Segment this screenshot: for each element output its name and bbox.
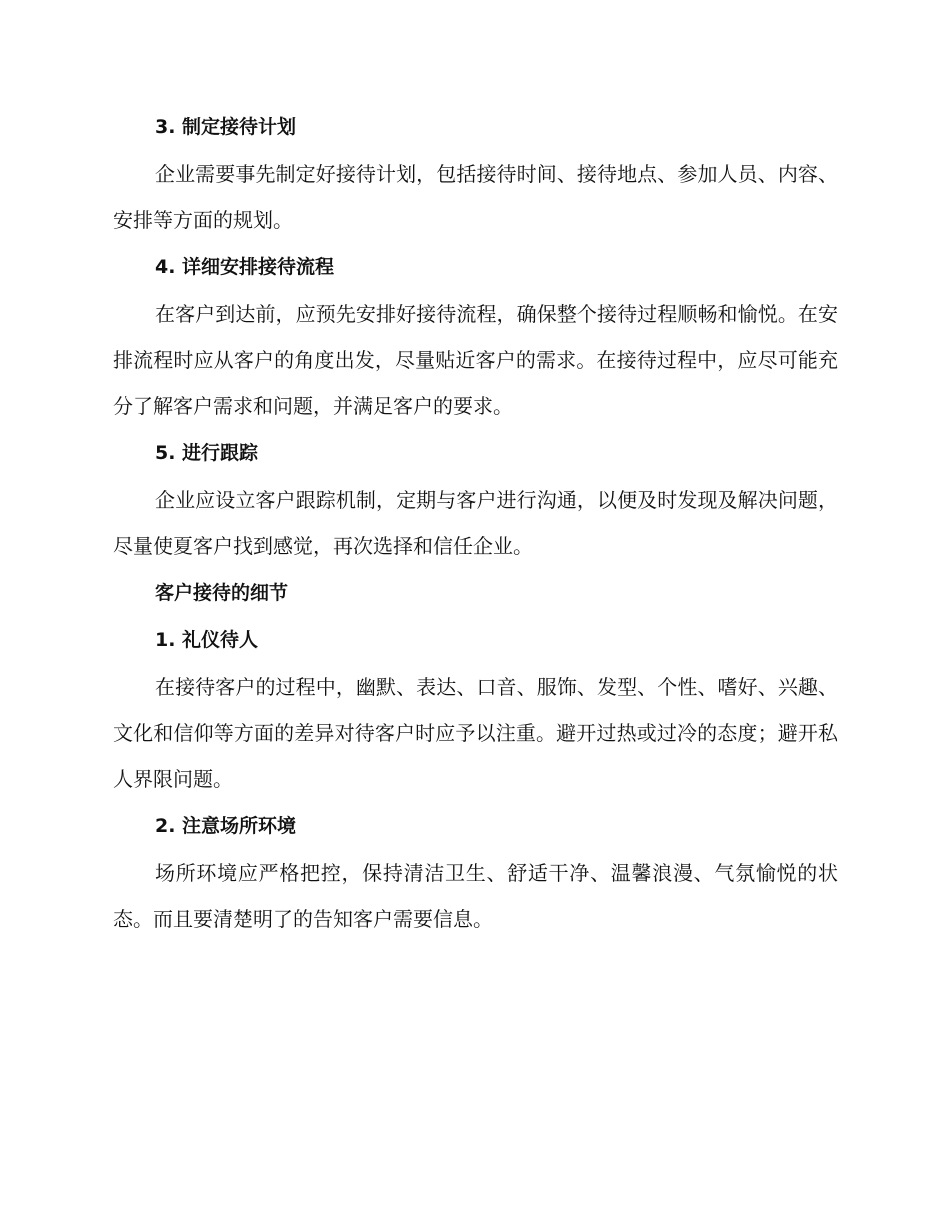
section-heading-environment: 2. 注意场所环境 [155,815,297,837]
paragraph-process: 在客户到达前，应预先安排好接待流程，确保整个接待过程顺畅和愉悦。在安排流程时应从客户的角度出发，尽量贴近客户的需求。在接待过程中，应尽可能充分了解客户需求和问题，并满足客户的要求。 [113,302,838,418]
section-heading-details: 客户接待的细节 [155,582,289,604]
document-body [113,110,838,949]
section-heading-plan: 3. 制定接待计划 [155,116,297,138]
paragraph-etiquette: 在接待客户的过程中，幽默、表达、口音、服饰、发型、个性、嗜好、兴趣、文化和信仰等方面的差异对待客户时应予以注重。避开过热或过冷的态度；避开私人界限问题。 [113,675,838,791]
paragraph-environment: 场所环境应严格把控，保持清洁卫生、舒适干净、温馨浪漫、气氛愉悦的状态。而且要清楚明了的告知客户需要信息。 [113,861,838,931]
paragraph-plan: 企业需要事先制定好接待计划，包括接待时间、接待地点、参加人员、内容、安排等方面的规划。 [113,162,838,232]
section-heading-etiquette: 1. 礼仪待人 [155,629,259,651]
section-heading-process: 4. 详细安排接待流程 [155,256,335,278]
section-heading-tracking: 5. 进行跟踪 [155,442,259,464]
paragraph-tracking: 企业应设立客户跟踪机制，定期与客户进行沟通，以便及时发现及解决问题，尽量使夏客户找到感觉，再次选择和信任企业。 [113,488,838,558]
